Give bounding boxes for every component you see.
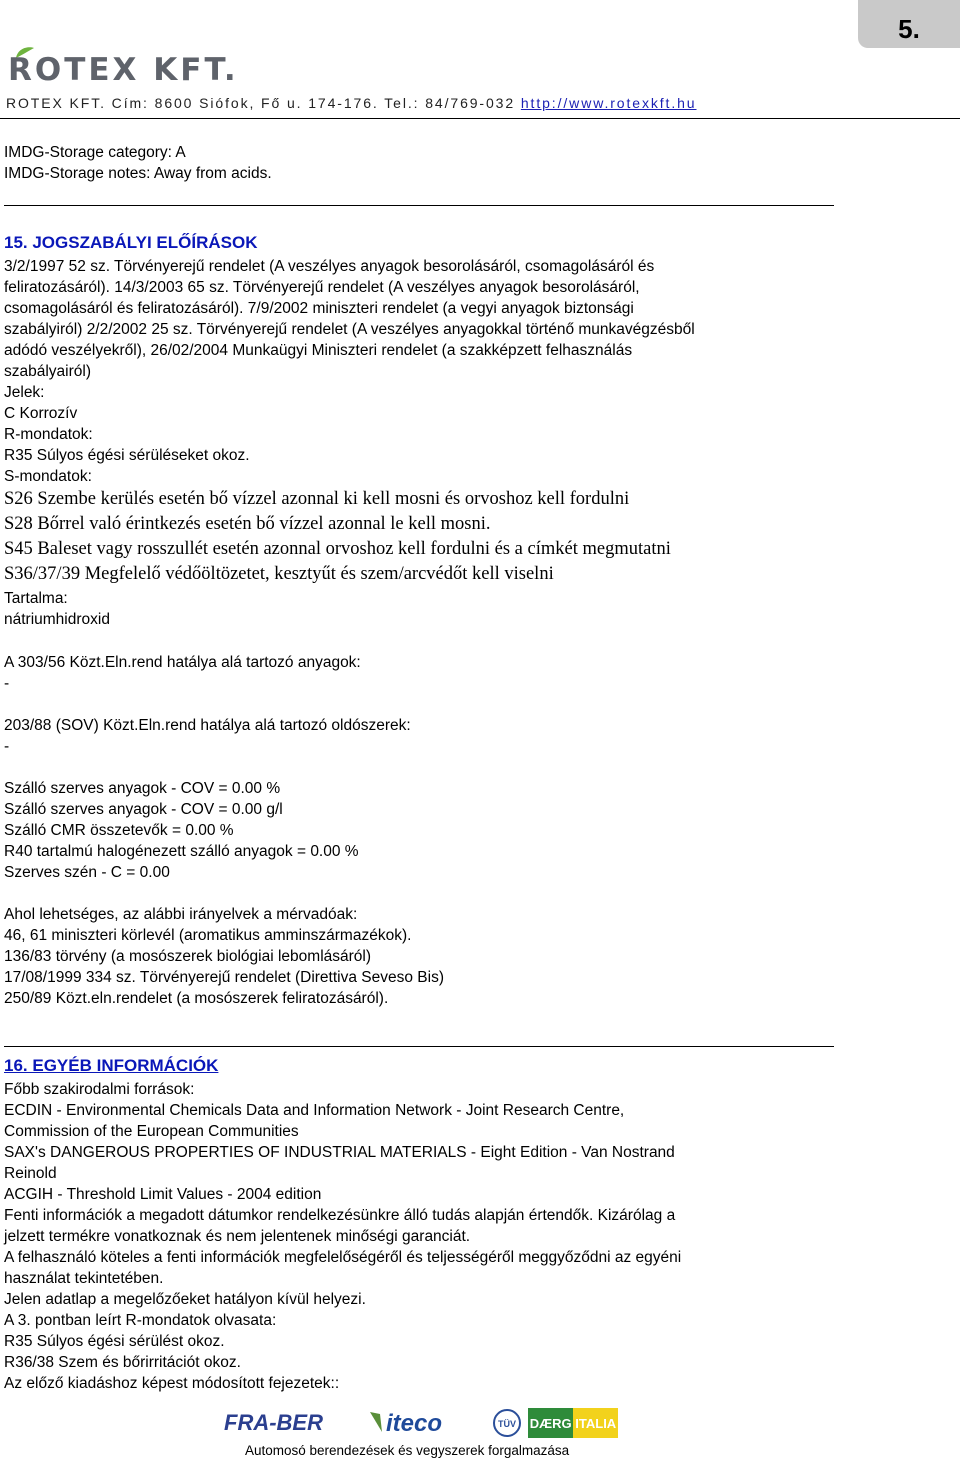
regulation-203-value: - bbox=[4, 738, 10, 755]
text-line: ECDIN - Environmental Chemicals Data and Information Network - Joint Research Centre, bbox=[4, 1102, 625, 1119]
text-line: A felhasználó köteles a fenti információk megfelelőségéről és teljességéről meggyőződni az egyéni bbox=[4, 1249, 682, 1266]
content-value: nátriumhidroxid bbox=[4, 611, 110, 628]
s-phrase: S36/37/39 Megfelelő védőöltözetet, kesztyűt és szem/arcvédőt kell viselni bbox=[4, 564, 554, 584]
text-line: R35 Súlyos égési sérülést okoz. bbox=[4, 1333, 225, 1350]
symbol-value: C Korrozív bbox=[4, 405, 78, 422]
text-line: Jelen adatlap a megelőzőeket hatályon kívül helyezi. bbox=[4, 1291, 366, 1308]
tuv-icon-text: TÜV bbox=[498, 1419, 516, 1429]
fraber-logo-text: FRA-BER bbox=[224, 1410, 323, 1435]
section-divider bbox=[4, 1046, 834, 1047]
iteco-logo bbox=[368, 1408, 488, 1436]
tuv-icon bbox=[492, 1408, 522, 1436]
daerg-italia-text: DÆRG ITALIA bbox=[529, 1416, 617, 1431]
value-line: R40 tartalmú halogénezett szálló anyagok = 0.00 % bbox=[4, 843, 359, 860]
s-phrases-label: S-mondatok: bbox=[4, 468, 92, 485]
s-phrase: S45 Baleset vagy rosszullét esetén azonnal orvoshoz kell fordulni és a címkét megmutatni bbox=[4, 539, 671, 559]
header-divider bbox=[0, 118, 960, 119]
text-line: adódó veszélyekről), 26/02/2004 Munkaügyi Miniszteri rendelet (a szakképzett felhasználás bbox=[4, 342, 633, 359]
text-line: Fenti információk a megadott dátumkor rendelkezésünkre álló tudás alapján értendők. Kizárólag a bbox=[4, 1207, 676, 1224]
text-line: csomagolásáról és feliratozásáról). 7/9/2002 miniszteri rendelet (a vegyi anyagok biztonsági bbox=[4, 300, 634, 317]
value-line: Szálló szerves anyagok - COV = 0.00 % bbox=[4, 780, 281, 797]
value-line: Szerves szén - C = 0.00 bbox=[4, 864, 170, 881]
daerg-italia-logo bbox=[528, 1408, 618, 1436]
company-logo: ROTEX KFT. bbox=[8, 52, 239, 88]
symbols-label: Jelek: bbox=[4, 384, 45, 401]
text-line: szabályairól) bbox=[4, 363, 92, 380]
r-phrases-label: R-mondatok: bbox=[4, 426, 93, 443]
fraber-logo bbox=[222, 1408, 357, 1436]
s-phrase: S26 Szembe kerülés esetén bő vízzel azonnal ki kell mosni és orvoshoz kell fordulni bbox=[4, 489, 630, 509]
regulation-303: A 303/56 Közt.Eln.rend hatálya alá tartozó anyagok: bbox=[4, 654, 361, 671]
text-line: 3/2/1997 52 sz. Törvényerejű rendelet (A veszélyes anyagok besorolásáról, csomagolásáról és bbox=[4, 258, 655, 275]
guideline-line: Ahol lehetséges, az alábbi irányelvek a mérvadóak: bbox=[4, 906, 358, 923]
section-16-title: 16. EGYÉB INFORMÁCIÓK bbox=[4, 1056, 219, 1075]
imdg-storage-category: IMDG-Storage category: A bbox=[4, 144, 186, 161]
footer-text: Automosó berendezések és vegyszerek forgalmazása bbox=[245, 1443, 570, 1458]
text-line: Commission of the European Communities bbox=[4, 1123, 299, 1140]
text-line: feliratozásáról). 14/3/2003 65 sz. Törvényerejű rendelet (A veszélyes anyagok besorolásáról, bbox=[4, 279, 640, 296]
r-phrase: R35 Súlyos égési sérüléseket okoz. bbox=[4, 447, 250, 464]
section-divider bbox=[4, 205, 834, 206]
value-line: Szálló CMR összetevők = 0.00 % bbox=[4, 822, 234, 839]
iteco-logo-text: iteco bbox=[386, 1410, 443, 1437]
s-phrase: S28 Bőrrel való érintkezés esetén bő vízzel azonnal le kell mosni. bbox=[4, 514, 491, 534]
text-line: A 3. pontban leírt R-mondatok olvasata: bbox=[4, 1312, 277, 1329]
text-line: R36/38 Szem és bőrirritációt okoz. bbox=[4, 1354, 241, 1371]
guideline-line: 46, 61 miniszteri körlevél (aromatikus amminszármazékok). bbox=[4, 927, 412, 944]
company-address: ROTEX KFT. Cím: 8600 Siófok, Fő u. 174-176. Tel.: 84/769-032 bbox=[6, 95, 521, 111]
text-line: Reinold bbox=[4, 1165, 57, 1182]
website-link[interactable]: http://www.rotexkft.hu bbox=[520, 95, 697, 111]
text-line: jelzett termékre vonatkoznak és nem jelentenek minőségi garanciát. bbox=[4, 1228, 471, 1245]
company-info bbox=[6, 95, 697, 111]
text-line: Az előző kiadáshoz képest módosított fejezetek:: bbox=[4, 1375, 340, 1392]
text-line: SAX's DANGEROUS PROPERTIES OF INDUSTRIAL MATERIALS - Eight Edition - Van Nostrand bbox=[4, 1144, 675, 1161]
guideline-line: 136/83 törvény (a mosószerek biológiai lebomlásáról) bbox=[4, 948, 372, 965]
imdg-storage-notes: IMDG-Storage notes: Away from acids. bbox=[4, 165, 272, 182]
value-line: Szálló szerves anyagok - COV = 0.00 g/l bbox=[4, 801, 283, 818]
content-label: Tartalma: bbox=[4, 590, 68, 607]
text-line: használat tekintetében. bbox=[4, 1270, 164, 1287]
regulation-203: 203/88 (SOV) Közt.Eln.rend hatálya alá tartozó oldószerek: bbox=[4, 717, 411, 734]
regulation-303-value: - bbox=[4, 675, 10, 692]
section-15-title: 15. JOGSZABÁLYI ELŐÍRÁSOK bbox=[4, 233, 258, 252]
text-line: szabályiról) 2/2/2002 25 sz. Törvényerejű rendelet (A veszélyes anyagokkal történő munkavégzésből bbox=[4, 321, 695, 338]
guideline-line: 250/89 Közt.eln.rendelet (a mosószerek feliratozásáról). bbox=[4, 990, 389, 1007]
text-line: ACGIH - Threshold Limit Values - 2004 edition bbox=[4, 1186, 322, 1203]
page-number: 5. bbox=[858, 0, 960, 48]
text-line: Főbb szakirodalmi források: bbox=[4, 1081, 195, 1098]
guideline-line: 17/08/1999 334 sz. Törvényerejű rendelet (Direttiva Seveso Bis) bbox=[4, 969, 444, 986]
